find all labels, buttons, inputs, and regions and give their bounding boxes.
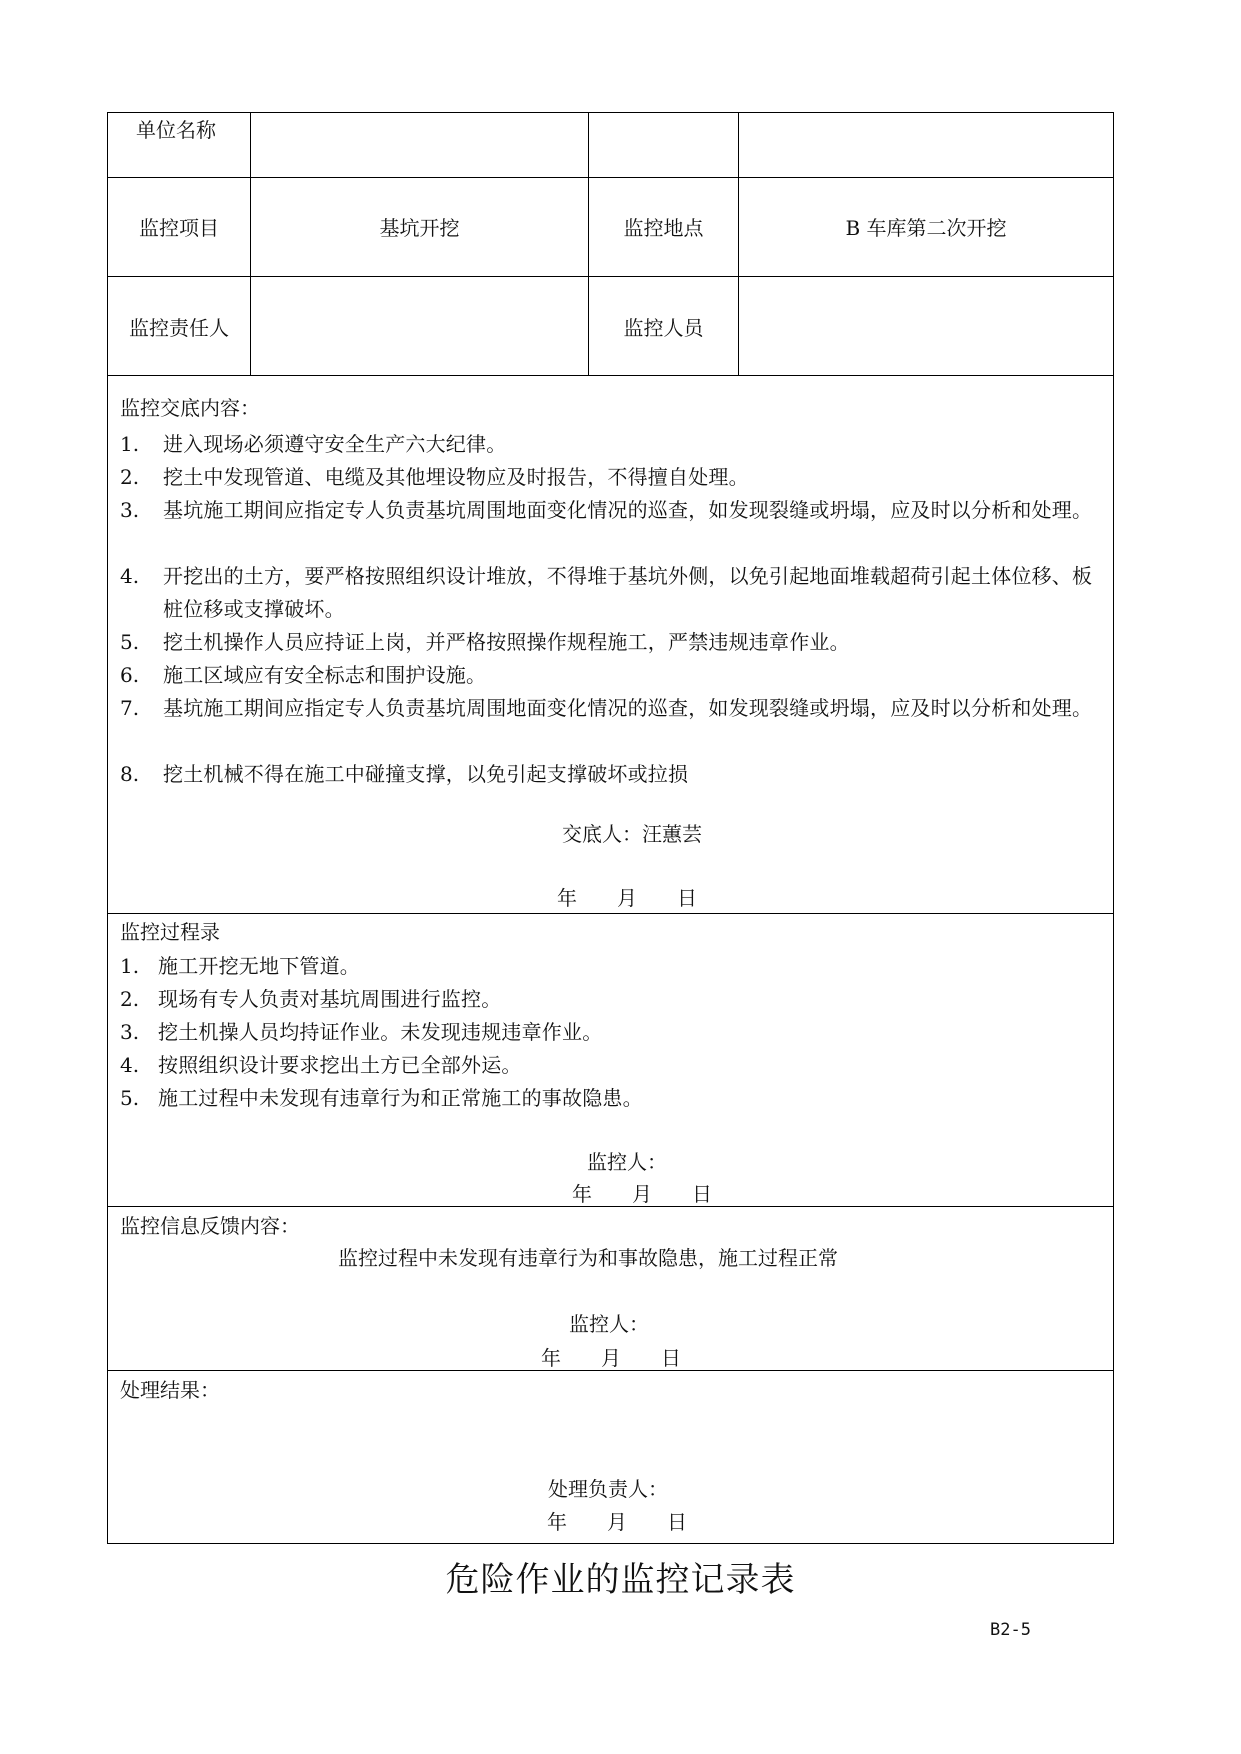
row-divider xyxy=(107,1206,1114,1207)
row-divider xyxy=(107,276,1114,277)
row-divider xyxy=(107,177,1114,178)
item-text: 挖土机操作人员应持证上岗，并严格按照操作规程施工，严禁违规违章作业。 xyxy=(163,630,850,654)
location-label: 监控地点 xyxy=(623,216,704,240)
table-border-top xyxy=(107,112,1114,113)
item-number: 1. xyxy=(120,954,140,978)
item-number: 3. xyxy=(120,498,140,522)
briefing-signer: 交底人：汪蕙芸 xyxy=(562,822,702,846)
item-text: 开挖出的土方，要严格按照组织设计堆放，不得堆于基坑外侧，以免引起地面堆载超荷引起土体位移、板桩位移或支撑破坏。 xyxy=(163,564,1093,621)
row-divider xyxy=(107,1370,1114,1371)
item-number: 2. xyxy=(120,987,140,1011)
result-date: 年 月 日 xyxy=(547,1510,687,1534)
item-number: 7. xyxy=(120,696,140,720)
item-number: 6. xyxy=(120,663,140,687)
responsible-label: 监控责任人 xyxy=(129,316,229,340)
briefing-heading: 监控交底内容： xyxy=(120,396,260,420)
process-date: 年 月 日 xyxy=(572,1182,712,1206)
item-text: 施工过程中未发现有违章行为和正常施工的事故隐患。 xyxy=(158,1086,643,1110)
item-text: 挖土机操人员均持证作业。未发现违规违章作业。 xyxy=(158,1020,603,1044)
item-number: 4. xyxy=(120,1053,140,1077)
item-text: 挖土机械不得在施工中碰撞支撑，以免引起支撑破坏或拉损 xyxy=(163,762,689,786)
item-text: 施工区域应有安全标志和围护设施。 xyxy=(163,663,487,687)
table-border-right xyxy=(1113,112,1114,1544)
process-heading: 监控过程录 xyxy=(120,920,220,944)
item-text: 按照组织设计要求挖出土方已全部外运。 xyxy=(158,1053,522,1077)
briefing-date: 年 月 日 xyxy=(557,886,697,910)
item-number: 1. xyxy=(120,432,140,456)
item-text: 基坑施工期间应指定专人负责基坑周围地面变化情况的巡查，如发现裂缝或坍塌，应及时以分析和处理。 xyxy=(163,498,1093,522)
item-number: 5. xyxy=(120,630,140,654)
column-divider xyxy=(250,112,251,376)
item-number: 5. xyxy=(120,1086,140,1110)
form-code: B2-5 xyxy=(990,1620,1031,1640)
item-text: 基坑施工期间应指定专人负责基坑周围地面变化情况的巡查，如发现裂缝或坍塌，应及时以分析和处理。 xyxy=(163,696,1093,720)
result-signer: 处理负责人： xyxy=(548,1477,668,1501)
page-title: 危险作业的监控记录表 xyxy=(445,1560,796,1600)
unit-name-label: 单位名称 xyxy=(136,118,216,142)
column-divider xyxy=(738,112,739,376)
table-border-bottom xyxy=(107,1543,1114,1544)
item-value: 基坑开挖 xyxy=(379,216,460,240)
feedback-heading: 监控信息反馈内容： xyxy=(120,1214,300,1238)
result-heading: 处理结果： xyxy=(120,1378,220,1402)
item-number: 2. xyxy=(120,465,140,489)
item-text: 施工开挖无地下管道。 xyxy=(158,954,360,978)
feedback-date: 年 月 日 xyxy=(541,1346,681,1370)
item-number: 4. xyxy=(120,564,140,588)
row-divider xyxy=(107,375,1114,376)
item-number: 8. xyxy=(120,762,140,786)
item-label: 监控项目 xyxy=(139,216,219,240)
feedback-signer: 监控人： xyxy=(569,1312,649,1336)
location-value: B 车库第二次开挖 xyxy=(845,216,1007,240)
item-text: 挖土中发现管道、电缆及其他埋设物应及时报告，不得擅自处理。 xyxy=(163,465,749,489)
item-text: 现场有专人负责对基坑周围进行监控。 xyxy=(158,987,502,1011)
staff-label: 监控人员 xyxy=(623,316,704,340)
process-signer: 监控人： xyxy=(587,1150,667,1174)
feedback-content: 监控过程中未发现有违章行为和事故隐患，施工过程正常 xyxy=(338,1246,838,1270)
item-number: 3. xyxy=(120,1020,140,1044)
item-text: 进入现场必须遵守安全生产六大纪律。 xyxy=(163,432,507,456)
row-divider xyxy=(107,913,1114,914)
